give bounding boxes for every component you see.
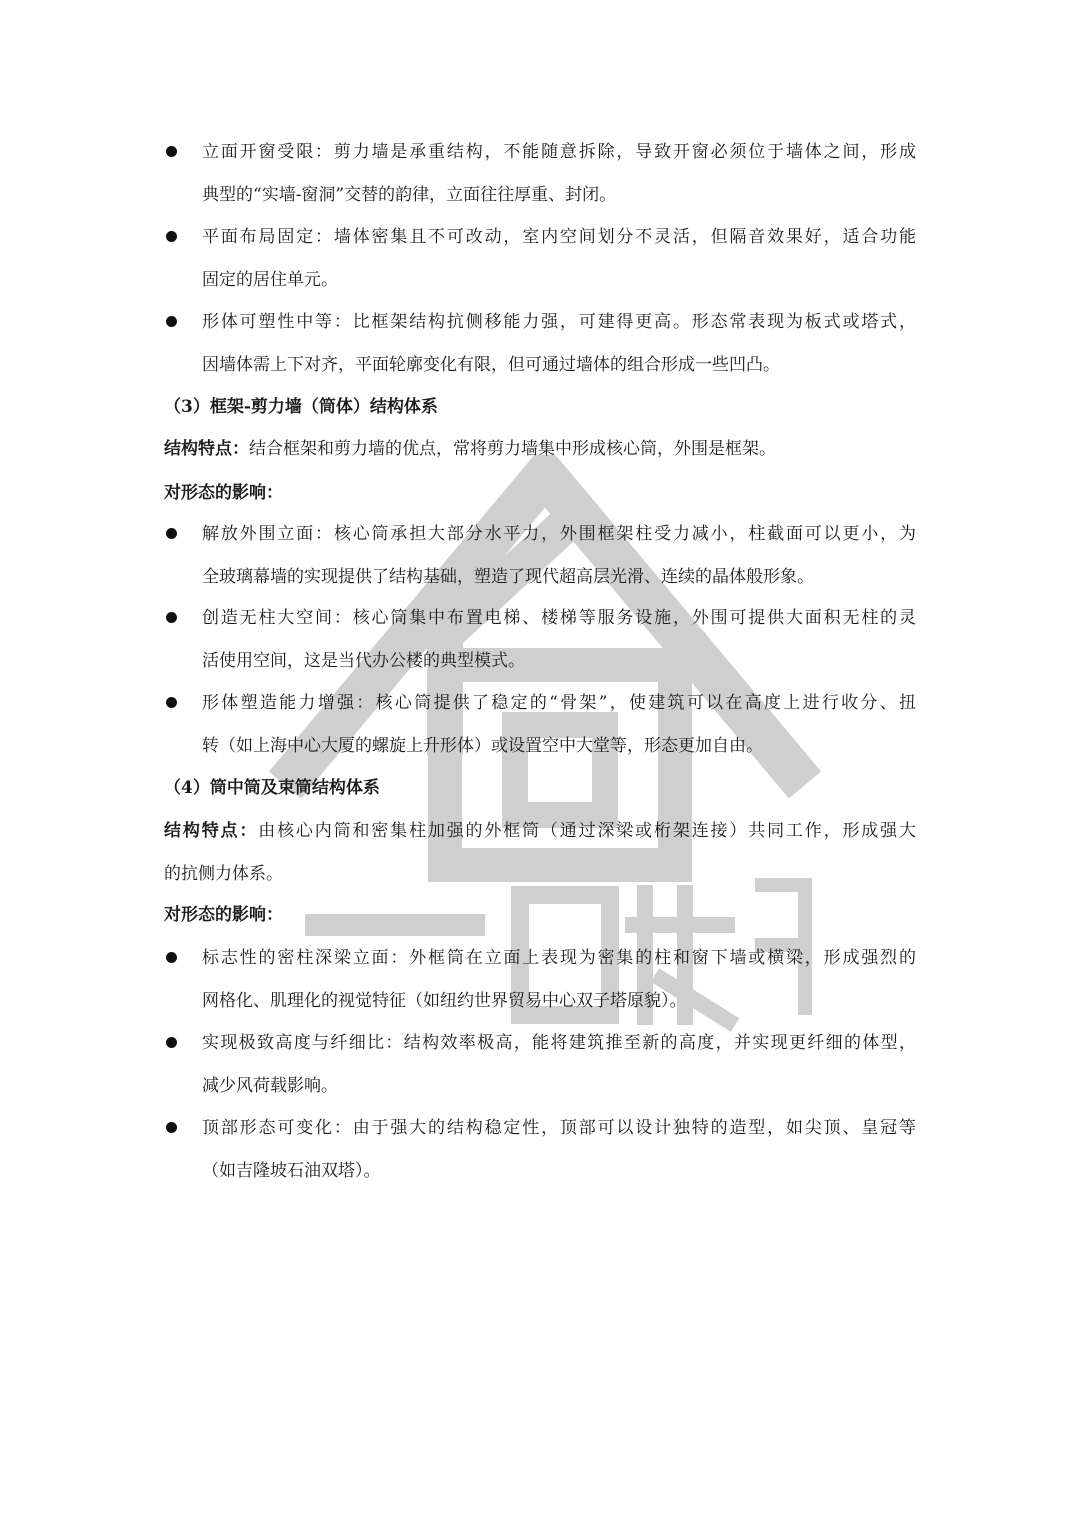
bullet-line: （如吉隆坡石油双塔）。 xyxy=(202,1161,381,1181)
bullet-line: 解放外围立面：核心筒承担大部分水平力，外围框架柱受力减小，柱截面可以更小，为 xyxy=(202,524,916,544)
bullet-line: 网格化、肌理化的视觉特征（如纽约世界贸易中心双子塔原貌）。 xyxy=(202,991,687,1011)
section-heading: （4）筒中筒及束筒结构体系 xyxy=(164,778,380,798)
bullet-dot xyxy=(166,1122,177,1133)
bullet-line: 立面开窗受限：剪力墙是承重结构，不能随意拆除，导致开窗必须位于墙体之间，形成 xyxy=(202,142,916,162)
bullet-line: 标志性的密柱深梁立面：外框筒在立面上表现为密集的柱和窗下墙或横梁，形成强烈的 xyxy=(202,948,916,968)
feature-label: 结构特点： xyxy=(164,821,259,841)
bullet-dot xyxy=(166,952,177,963)
bullet-dot xyxy=(166,146,177,157)
bullet-line: 因墙体需上下对齐，平面轮廓变化有限，但可通过墙体的组合形成一些凹凸。 xyxy=(202,355,780,375)
bullet-line: 固定的居住单元。 xyxy=(202,270,338,290)
feature-label: 结构特点： xyxy=(164,439,249,459)
impact-label: 对形态的影响： xyxy=(164,905,283,925)
bullet-line: 活使用空间，这是当代办公楼的典型模式。 xyxy=(202,651,525,671)
bullet-line: 典型的“实墙-窗洞”交替的韵律，立面往往厚重、封闭。 xyxy=(202,185,617,205)
bullet-line: 创造无柱大空间：核心筒集中布置电梯、楼梯等服务设施，外围可提供大面积无柱的灵 xyxy=(202,608,916,628)
bullet-line: 减少风荷载影响。 xyxy=(202,1076,338,1096)
bullet-dot xyxy=(166,697,177,708)
bullet-line: 顶部形态可变化：由于强大的结构稳定性，顶部可以设计独特的造型，如尖顶、皇冠等 xyxy=(202,1118,916,1138)
section-heading: （3）框架-剪力墙（筒体）结构体系 xyxy=(164,397,438,417)
bullet-line: 形体可塑性中等：比框架结构抗侧移能力强，可建得更高。形态常表现为板式或塔式， xyxy=(202,312,916,332)
bullet-dot xyxy=(166,1037,177,1048)
bullet-dot xyxy=(166,316,177,327)
bullet-line: 全玻璃幕墙的实现提供了结构基础，塑造了现代超高层光滑、连续的晶体般形象。 xyxy=(202,567,814,587)
bullet-dot xyxy=(166,528,177,539)
feature-text: 由核心内筒和密集柱加强的外框筒（通过深梁或桁架连接）共同工作，形成强大 xyxy=(258,821,917,841)
bullet-dot xyxy=(166,231,177,242)
bullet-line: 转（如上海中心大厦的螺旋上升形体）或设置空中大堂等，形态更加自由。 xyxy=(202,736,763,756)
bullet-dot xyxy=(166,612,177,623)
feature-text-continued: 的抗侧力体系。 xyxy=(164,864,283,884)
bullet-line: 平面布局固定：墙体密集且不可改动，室内空间划分不灵活，但隔音效果好，适合功能 xyxy=(202,227,916,247)
bullet-line: 形体塑造能力增强：核心筒提供了稳定的“骨架”，使建筑可以在高度上进行收分、扭 xyxy=(202,693,916,713)
feature-text: 结合框架和剪力墙的优点，常将剪力墙集中形成核心筒，外围是框架。 xyxy=(249,439,776,459)
impact-label: 对形态的影响： xyxy=(164,483,283,503)
bullet-line: 实现极致高度与纤细比：结构效率极高，能将建筑推至新的高度，并实现更纤细的体型， xyxy=(202,1033,916,1053)
